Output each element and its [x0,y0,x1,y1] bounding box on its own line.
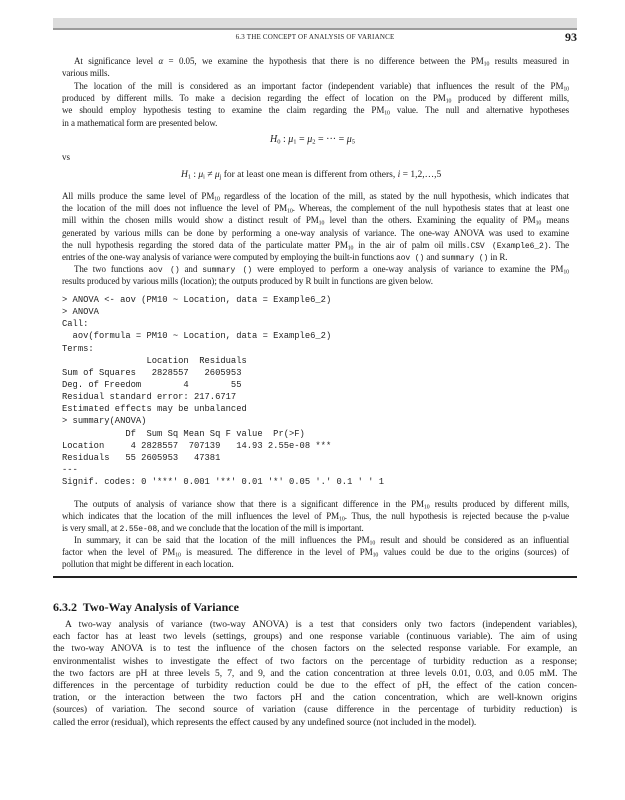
text-run: results produced by different mills, [429,499,569,509]
subscript: 10 [384,110,390,117]
subscript: 1 [293,138,297,146]
code-line: Df Sum Sq Mean Sq F value Pr(>F) [62,428,305,439]
code-line: Deg. of Freedom 4 55 [62,379,242,390]
text-run: mill within the chosen mills would show a distinct result of PM [62,215,319,226]
text-run: The outputs of analysis of variance show that there is a significant difference in the PM [74,499,424,509]
text-line [62,227,569,239]
text-run: = 1,2,…,5 [400,170,442,180]
subscript: 10 [563,269,569,276]
text-line [62,558,569,570]
text-line [62,55,569,67]
code-line: Terms: [62,343,94,354]
text-line [53,619,577,631]
text-line [53,656,577,668]
text-run: which indicates that the location of the mill influences the level of PM [62,511,340,522]
math-symbol: μ [307,134,313,145]
code-line: Call: [62,319,89,330]
code-line: Signif. codes: 0 '***' 0.001 '**' 0.01 '*' 0.05 '.' 0.1 ' ' 1 [62,477,385,488]
subscript: 2 [312,138,316,146]
subscript: i [203,174,205,181]
text-run: various mills. [62,68,110,79]
inline-code: summary () [441,253,489,263]
text-line [53,692,577,704]
code-line: > ANOVA [62,307,99,318]
paragraph-two-functions [62,263,569,287]
text-line [62,214,569,226]
text-run: (sources) of variation. The second source of variation (cause difference in the percentage of turbidity reduction) is [53,705,577,716]
text-line [62,104,569,116]
text-line [62,251,569,263]
text-run: At significance level [74,56,159,66]
text-run: A two-way analysis of variance (two-way ANOVA) is a test that considers only two factors (independent variables), [65,620,577,630]
code-line: aov(formula = PM10 ~ Location, data = Example6_2) [62,331,332,342]
text-line [53,717,577,729]
text-line [53,704,577,716]
subscript: 10 [483,61,490,68]
text-line [53,668,577,680]
text-run: tration, or the interaction between the two factors pH and the cation concentration, which are well-known origins [53,693,577,704]
subscript: 10 [372,552,379,559]
text-line [62,92,569,104]
subscript: 10 [369,540,376,547]
null-hypothesis [270,134,355,145]
text-run: level than the others. Examining the equality of PM [324,215,536,226]
text-run: the two factors are pH at three levels 5, 7, and 9, and the cation concentration at three levels 0.01, 0.03, and 0.05 mM. The [53,668,577,679]
section-divider [53,576,577,578]
text-run: differences in the percentage of turbidity reduction could be due to the effect of pH, the effect of the cation concen- [53,680,577,691]
math-symbol: i [397,170,401,180]
subscript: 10 [339,516,345,523]
paragraph-location-factor [62,80,569,129]
text-line [53,680,577,692]
text-line [53,643,577,655]
text-run: , and we conclude that the location of the mill is important. [157,523,364,534]
text-run: regardless of the location of the mill, as stated by the null hypothesis, which indicates that [219,191,569,201]
text-run: for at least one mean is different from others, [221,170,398,180]
inline-code: .CSV (Example6_2) [465,241,549,251]
math-symbol: α [158,56,164,66]
paragraph-null-explanation [62,190,569,263]
subscript: 5 [351,138,356,146]
math-symbol: H [270,134,278,145]
text-run: . Thus, the null hypothesis is rejected because the p-value [344,511,569,522]
text-run: pollution that might be different in each location. [62,559,234,570]
inline-code: aov () [396,253,425,263]
subscript: 0 [277,138,281,146]
text-line [62,498,569,510]
inline-code: aov () [148,266,180,275]
text-run: . Whereas, the complement of the null hypothesis states that at least one [292,203,569,214]
inline-code: 2.55e-08 [119,525,158,535]
text-run: produced by different mills, [451,93,569,104]
text-run: value. The null and alternative hypotheses [389,105,569,116]
code-line: > ANOVA <- aov (PM10 ~ Location, data = Example6_2) [62,295,332,305]
text-run: The two functions [74,264,149,274]
subscript: 10 [423,504,430,511]
code-line: Residuals 55 2605953 47381 [62,452,221,463]
text-run: environmentalist wishes to investigate the effect of two factors on the percentage of turbidity reduction as a response; [53,656,577,667]
text-run: in R. [488,251,508,262]
code-line: Sum of Squares 2828557 2605953 [62,367,242,378]
text-run: = 0.05, we examine the hypothesis that there is no difference between the PM [163,56,484,66]
code-line: > summary(ANOVA) [62,416,147,427]
text-run: generated by various mills can be done by performing a one-way analysis of variance. The one-way ANOVA was used to examine [62,227,569,238]
text-run: each factor has at least two levels (settings, groups) and one response variable (continuous variable). The aim of using [53,632,577,643]
text-run: values could be due to the origins (sources) of [378,547,569,558]
alternative-hypothesis [181,170,441,180]
paragraph-anova-outputs [62,498,569,535]
subscript: 10 [214,196,220,203]
subscript: j [219,174,222,181]
text-run: the two-way ANOVA is to test the influence of the chosen factors on the selected response variable. For example, an [53,644,577,655]
section-heading: 6.3.2 Two-Way Analysis of Variance [53,600,239,614]
text-line [62,190,569,202]
text-run: result and should be considered as an influential [375,535,569,545]
text-line [62,275,569,287]
math-symbol: μ [198,170,204,180]
text-run: entries of the one-way analysis of variance were computed by employing the built-in functions [62,251,396,262]
text-run: produced by different mills. To make a decision regarding the effect of location on the PM [62,93,446,104]
code-line: Location 4 2828557 707139 14.93 2.55e-08 *** [62,440,332,451]
page-number: 93 [565,30,577,44]
text-line [53,631,577,643]
text-line [62,202,569,214]
text-line [62,239,569,251]
text-run: : [190,170,199,180]
text-run: in the air of palm oil mills [353,239,466,250]
vs-label: vs [62,152,71,162]
text-run: = [296,134,308,145]
text-line [62,522,569,534]
inline-code: summary () [202,266,253,275]
subscript: 10 [318,220,325,227]
math-symbol: μ [346,134,352,145]
text-run: we should employ hypothesis testing to examine the claim regarding the PM [62,105,385,116]
text-run: is measured. The difference in the level of PM [180,547,373,558]
text-line [62,80,569,92]
text-line [62,117,569,129]
subscript: 10 [175,552,181,559]
text-run: the location of the mill does not influence the level of PM [62,203,288,214]
text-run: All mills produce the same level of PM [62,191,215,201]
text-run: were employed to perform a one-way analysis of variance to examine the PM [252,264,564,274]
text-run: called the error (residual), which represents the effect caused by any undefined source (not included in the model). [53,717,477,728]
code-line: Estimated effects may be unbalanced [62,404,247,415]
subscript: 10 [563,86,569,93]
header-bar [53,18,577,30]
math-symbol: μ [288,134,294,145]
subscript: 1 [187,174,191,181]
text-run: in a mathematical form are presented below. [62,117,218,128]
text-run: factor when the level of PM [62,547,176,558]
text-run: and [424,251,442,262]
code-line: Residual standard error: 217.6717 [62,392,237,403]
text-run: is very small, at [62,523,120,534]
text-run: results measured in [489,56,569,66]
text-run: means [541,215,569,226]
text-line [62,510,569,522]
code-line: --- [62,464,78,475]
math-symbol: H [181,170,188,180]
text-line [62,263,569,275]
text-run: results produced by various mills (location); the outputs produced by R built in functions are given below. [62,276,433,287]
text-run: and [179,264,203,274]
paragraph-significance [62,55,569,79]
running-header: 6.3 THE CONCEPT OF ANALYSIS OF VARIANCE [235,33,395,41]
subscript: 10 [445,98,452,105]
subscript: 10 [347,245,354,252]
code-line: Location Residuals [62,355,247,366]
text-run: . The [548,239,569,250]
text-line [62,546,569,558]
text-run: In summary, it can be said that the location of the mill influences the PM [74,535,370,545]
paragraph-two-way-anova [53,619,577,729]
text-line [62,67,569,79]
text-run: = ··· = [315,134,347,145]
text-run: The location of the mill is considered as an important factor (independent variable) that influences the result of the PM [74,81,564,91]
text-run: the null hypothesis regarding the stored data of the particulate matter PM [62,239,348,250]
text-line [62,534,569,546]
r-code-output [62,294,384,488]
paragraph-summary [62,534,569,571]
text-run: ≠ [204,170,215,180]
math-symbol: μ [214,170,220,180]
text-run: : [280,134,289,145]
subscript: 10 [535,220,542,227]
subscript: 10 [287,208,293,215]
